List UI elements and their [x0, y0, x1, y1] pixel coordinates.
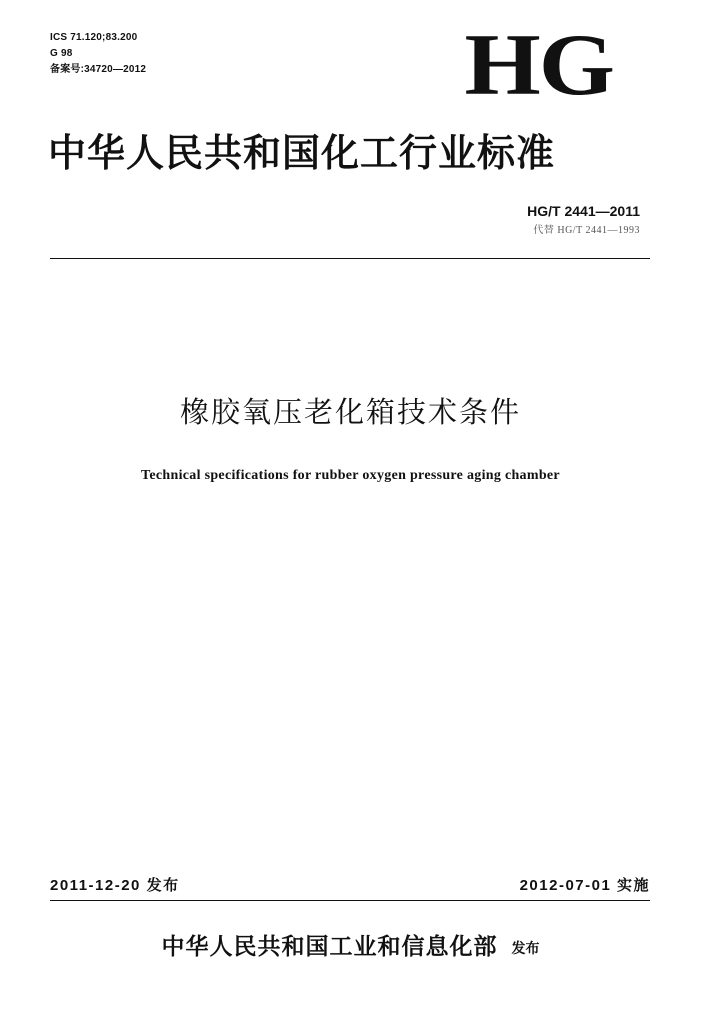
ccs-code: G 98	[50, 48, 73, 59]
ics-code: ICS 71.120;83.200	[50, 32, 138, 43]
standard-category-title: 中华人民共和国化工行业标准	[48, 130, 556, 175]
issue-date: 2011-12-20 发布	[50, 877, 180, 894]
filing-number: 备案号:34720—2012	[50, 64, 147, 75]
publisher-action: 发布	[511, 941, 540, 957]
publisher-name: 中华人民共和国工业和信息化部	[161, 933, 498, 960]
classification-block	[50, 30, 146, 78]
publisher-line	[0, 930, 701, 966]
effective-date: 2012-07-01 实施	[519, 877, 650, 894]
document-title-en: Technical specifications for rubber oxygen pressure aging chamber	[141, 468, 560, 483]
replaces-standard: 代替 HG/T 2441—1993	[533, 225, 640, 236]
standard-number: HG/T 2441—2011	[527, 203, 640, 219]
bottom-divider	[50, 900, 650, 901]
hg-logo: HG	[464, 16, 613, 114]
document-title-cn: 橡胶氧压老化箱技术条件	[179, 395, 521, 429]
top-divider	[50, 258, 650, 259]
